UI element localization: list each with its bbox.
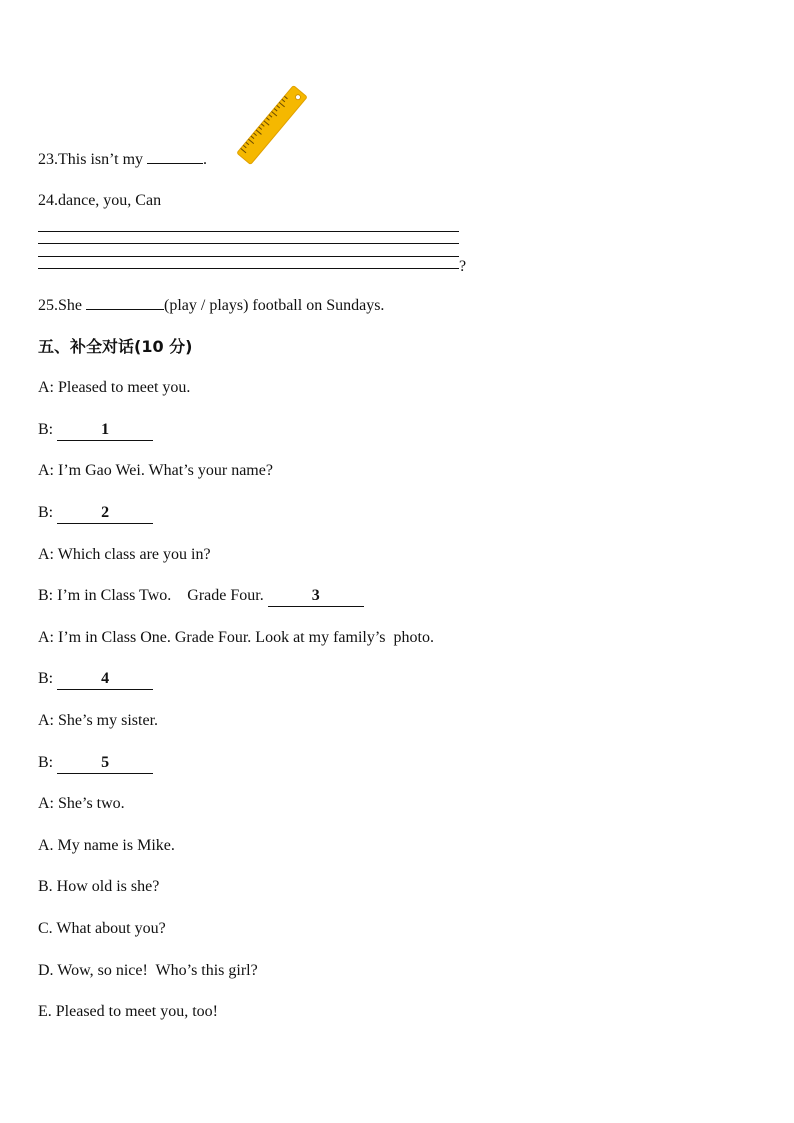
ruler-icon xyxy=(236,84,308,166)
option-d: D. Wow, so nice! Who’s this girl? xyxy=(38,962,258,979)
dialogue-text: I’m in Class Two. Grade Four. xyxy=(57,587,264,604)
question-24 xyxy=(38,191,161,211)
question-end: . xyxy=(203,151,208,168)
question-number: 23. xyxy=(38,151,58,168)
option-b: B. How old is she? xyxy=(38,878,160,895)
speaker: A: xyxy=(38,712,54,729)
answer-blank[interactable] xyxy=(86,295,164,310)
question-number: 24. xyxy=(38,192,58,209)
answer-blank[interactable] xyxy=(57,669,153,690)
dialogue-text: I’m in Class One. Grade Four. Look at my family’s photo. xyxy=(58,629,434,646)
option-a: A. My name is Mike. xyxy=(38,837,175,854)
writing-line[interactable] xyxy=(38,268,459,269)
dialogue-line xyxy=(38,586,364,607)
blank-number: 2 xyxy=(101,504,110,521)
dialogue-line xyxy=(38,545,211,565)
answer-blank[interactable] xyxy=(57,503,153,524)
dialogue-line xyxy=(38,794,125,814)
speaker: A: xyxy=(38,629,54,646)
question-23 xyxy=(38,149,207,170)
speaker: B: xyxy=(38,587,54,604)
section-title: 五、补全对话(10 分) xyxy=(38,337,193,356)
dialogue-text: Which class are you in? xyxy=(57,546,211,563)
blank-number: 1 xyxy=(101,421,110,438)
speaker: A: xyxy=(38,462,54,479)
dialogue-line xyxy=(38,378,190,398)
question-end: ? xyxy=(459,258,467,275)
dialogue-line xyxy=(38,711,158,731)
dialogue-line xyxy=(38,628,434,648)
speaker: B: xyxy=(38,754,54,771)
question-25 xyxy=(38,295,384,316)
dialogue-text: She’s my sister. xyxy=(58,712,159,729)
writing-line[interactable] xyxy=(38,231,459,232)
speaker: A: xyxy=(38,546,54,563)
question-text-before: She xyxy=(58,297,82,314)
option-c: C. What about you? xyxy=(38,920,166,937)
speaker: B: xyxy=(38,504,54,521)
dialogue-line xyxy=(38,753,153,774)
blank-number: 5 xyxy=(101,754,110,771)
question-text-after: (play / plays) football on Sundays. xyxy=(164,297,385,314)
answer-blank[interactable] xyxy=(268,586,364,607)
dialogue-text: I’m Gao Wei. What’s your name? xyxy=(58,462,273,479)
speaker: B: xyxy=(38,421,54,438)
dialogue-line xyxy=(38,461,273,481)
question-text: dance, you, Can xyxy=(58,192,162,209)
blank-number: 4 xyxy=(101,670,110,687)
dialogue-text: She’s two. xyxy=(58,795,125,812)
speaker: B: xyxy=(38,670,54,687)
writing-line[interactable] xyxy=(38,256,459,257)
question-number: 25. xyxy=(38,297,58,314)
writing-line[interactable] xyxy=(38,243,459,244)
dialogue-line xyxy=(38,420,153,441)
dialogue-line xyxy=(38,669,153,690)
blank-number: 3 xyxy=(311,587,320,604)
option-e: E. Pleased to meet you, too! xyxy=(38,1003,218,1020)
dialogue-text: Pleased to meet you. xyxy=(58,379,191,396)
speaker: A: xyxy=(38,795,54,812)
answer-blank[interactable] xyxy=(57,753,153,774)
answer-blank[interactable] xyxy=(147,149,203,164)
speaker: A: xyxy=(38,379,54,396)
answer-blank[interactable] xyxy=(57,420,153,441)
dialogue-line xyxy=(38,503,153,524)
question-text: This isn’t my xyxy=(58,151,144,168)
